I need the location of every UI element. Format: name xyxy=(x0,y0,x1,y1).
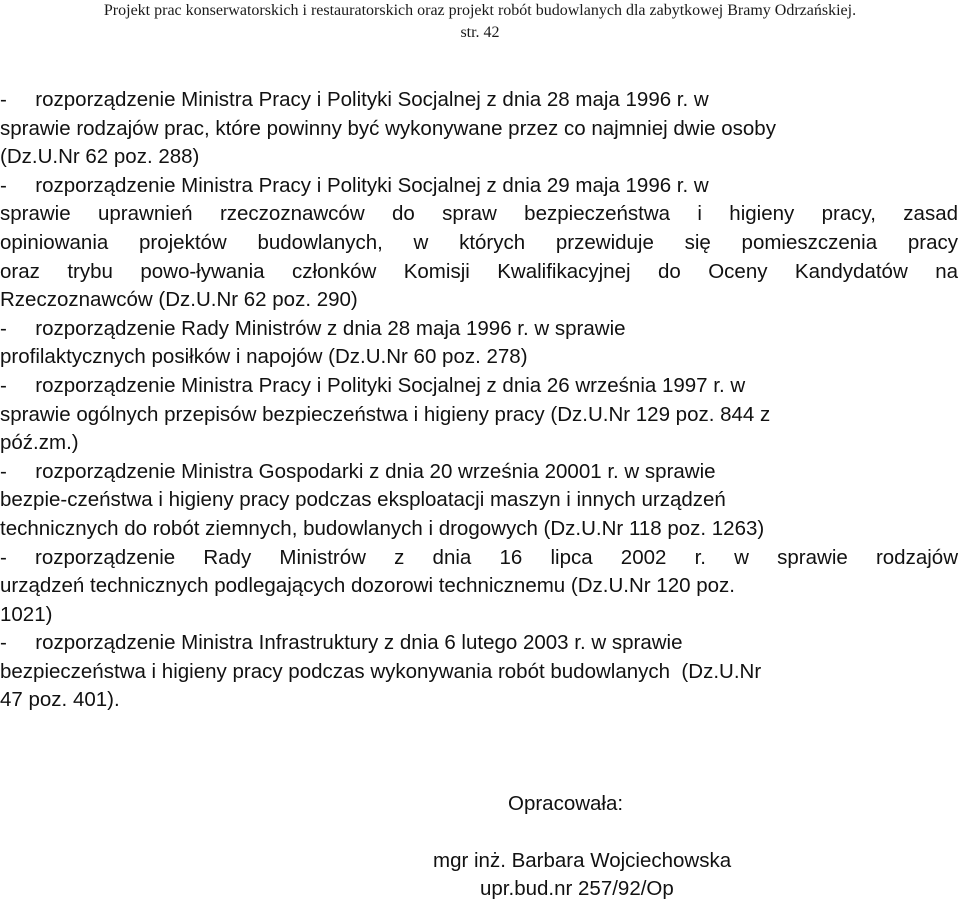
text-line: technicznych do robót ziemnych, budowlanych i drogowych (Dz.U.Nr 118 poz. 1263) xyxy=(0,516,765,540)
text-line: - rozporządzenie Ministra Pracy i Polityki Socjalnej z dnia 28 maja 1996 r. w xyxy=(0,88,709,111)
text-line: (Dz.U.Nr 62 poz. 288) xyxy=(0,145,200,169)
text-line: urządzeń technicznych podlegających dozorowi technicznemu (Dz.U.Nr 120 poz. xyxy=(0,574,735,598)
text-line: - rozporządzenie Ministra Infrastruktury z dnia 6 lutego 2003 r. w sprawie xyxy=(0,631,683,655)
text-line: sprawie rodzajów prac, które powinny być wykonywane przez co najmniej dwie osoby xyxy=(0,116,776,140)
text-line: bezpieczeństwa i higieny pracy podczas wykonywania robót budowlanych (Dz.U.Nr xyxy=(0,659,762,683)
text-line: opiniowania projektów budowlanych, w których przewiduje się pomieszczenia pracy xyxy=(0,230,958,254)
page-header xyxy=(0,0,960,44)
text-line: profilaktycznych posiłków i napojów (Dz.U.Nr 60 poz. 278) xyxy=(0,345,528,369)
text-line: - rozporządzenie Rady Ministrów z dnia 28 maja 1996 r. w sprawie xyxy=(0,316,626,340)
text-line: sprawie uprawnień rzeczoznawców do spraw bezpieczeństwa i higieny pracy, zasad xyxy=(0,202,958,226)
regulations-list xyxy=(0,86,958,715)
text-line: 1021) xyxy=(0,602,53,626)
text-line: Rzeczoznawców (Dz.U.Nr 62 poz. 290) xyxy=(0,288,358,312)
author-name: mgr inż. Barbara Wojciechowska xyxy=(433,849,732,872)
text-line: póź.zm.) xyxy=(0,431,79,455)
text-line: - rozporządzenie Ministra Pracy i Polityki Socjalnej z dnia 29 maja 1996 r. w xyxy=(0,173,709,197)
text-line: - rozporządzenie Rady Ministrów z dnia 16 lipca 2002 r. w sprawie rodzajów xyxy=(0,545,958,569)
text-line: - rozporządzenie Ministra Pracy i Polityki Socjalnej z dnia 26 września 1997 r. w xyxy=(0,373,746,397)
page-number: str. 42 xyxy=(460,24,500,41)
text-line: 47 poz. 401). xyxy=(0,688,120,712)
author-license: upr.bud.nr 257/92/Op xyxy=(480,877,674,900)
header-title: Projekt prac konserwatorskich i restauratorskich oraz projekt robót budowlanych dla zabytkowej Bramy Odrzańskiej. xyxy=(103,2,857,19)
signature-label: Opracowała: xyxy=(508,792,624,815)
text-line: - rozporządzenie Ministra Gospodarki z dnia 20 września 20001 r. w sprawie xyxy=(0,459,716,483)
text-line: bezpie-czeństwa i higieny pracy podczas eksploatacji maszyn i innych urządzeń xyxy=(0,488,726,512)
text-line: sprawie ogólnych przepisów bezpieczeństwa i higieny pracy (Dz.U.Nr 129 poz. 844 z xyxy=(0,402,771,426)
text-line: oraz trybu powo-ływania członków Komisji Kwalifikacyjnej do Oceny Kandydatów na xyxy=(0,259,958,283)
